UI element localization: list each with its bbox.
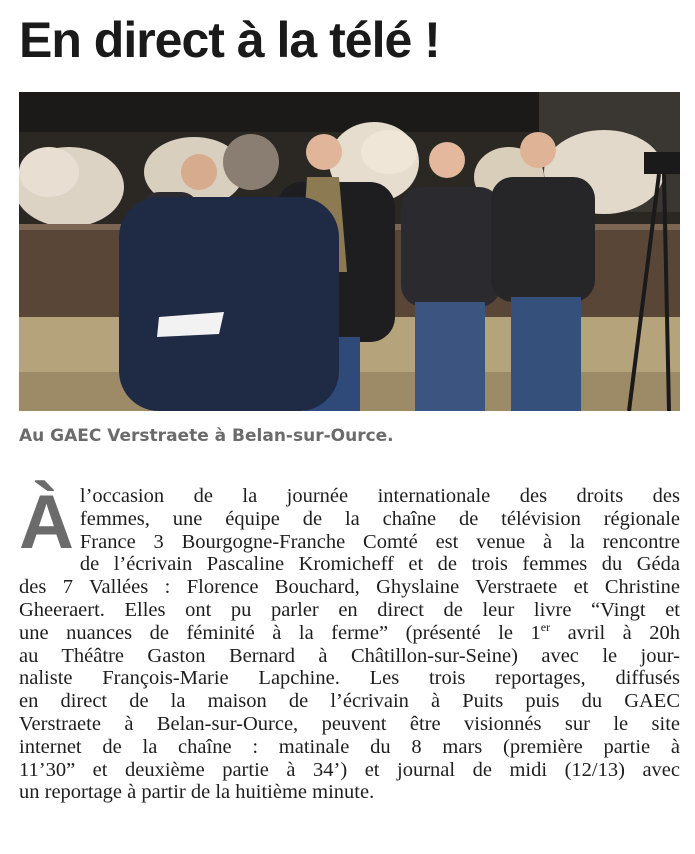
drop-cap: À bbox=[19, 480, 74, 565]
body-line: internet de la chaîne : matinale du 8 mars (première partie à bbox=[19, 735, 680, 758]
interviewee-3 bbox=[401, 187, 501, 307]
body-line: France 3 Bourgogne-Franche Comté est venue à la rencontre bbox=[79, 530, 680, 553]
body-line: de l’écrivain Pascaline Kromicheff et de trois femmes du Géda bbox=[79, 553, 680, 576]
headline: En direct à la télé ! bbox=[19, 12, 440, 68]
body-line-continuation: avril à 20h bbox=[550, 621, 680, 644]
body-line: des 7 Vallées : Florence Bouchard, Ghyslaine Verstraete et Christine bbox=[19, 576, 680, 599]
body-line: naliste François-Marie Lapchine. Les trois reportages, diffusés bbox=[19, 667, 680, 690]
body-line-text: une nuances de féminité à la ferme” (présenté le 1 bbox=[19, 621, 541, 644]
photo-caption: Au GAEC Verstraete à Belan-sur-Ource. bbox=[19, 426, 394, 446]
body-line: l’occasion de la journée internationale des droits des bbox=[79, 485, 680, 507]
article-photo bbox=[19, 92, 680, 411]
tv-camera bbox=[644, 152, 680, 174]
journalist bbox=[119, 197, 339, 411]
body-line: au Théâtre Gaston Bernard à Châtillon-sur-Seine) avec le jour- bbox=[19, 644, 680, 667]
article-body bbox=[19, 480, 680, 804]
body-line: 11’30” et deuxième partie à 34’) et journal de midi (12/13) avec bbox=[19, 758, 680, 781]
body-line: femmes, une équipe de la chaîne de télévision régionale bbox=[79, 507, 680, 530]
interviewee-4 bbox=[491, 177, 595, 302]
body-line bbox=[19, 619, 680, 645]
ordinal-superscript: er bbox=[540, 619, 551, 634]
body-line: Verstraete à Belan-sur-Ource, peuvent être visionnés sur le site bbox=[19, 712, 680, 735]
body-line: Gheeraert. Elles ont pu parler en direct de leur livre “Vingt et bbox=[19, 598, 680, 621]
body-line: en direct de la maison de l’écrivain à Puits puis du GAEC bbox=[19, 690, 680, 713]
tv-interview-photo bbox=[19, 92, 680, 411]
body-line: un reportage à partir de la huitième minute. bbox=[19, 781, 375, 804]
